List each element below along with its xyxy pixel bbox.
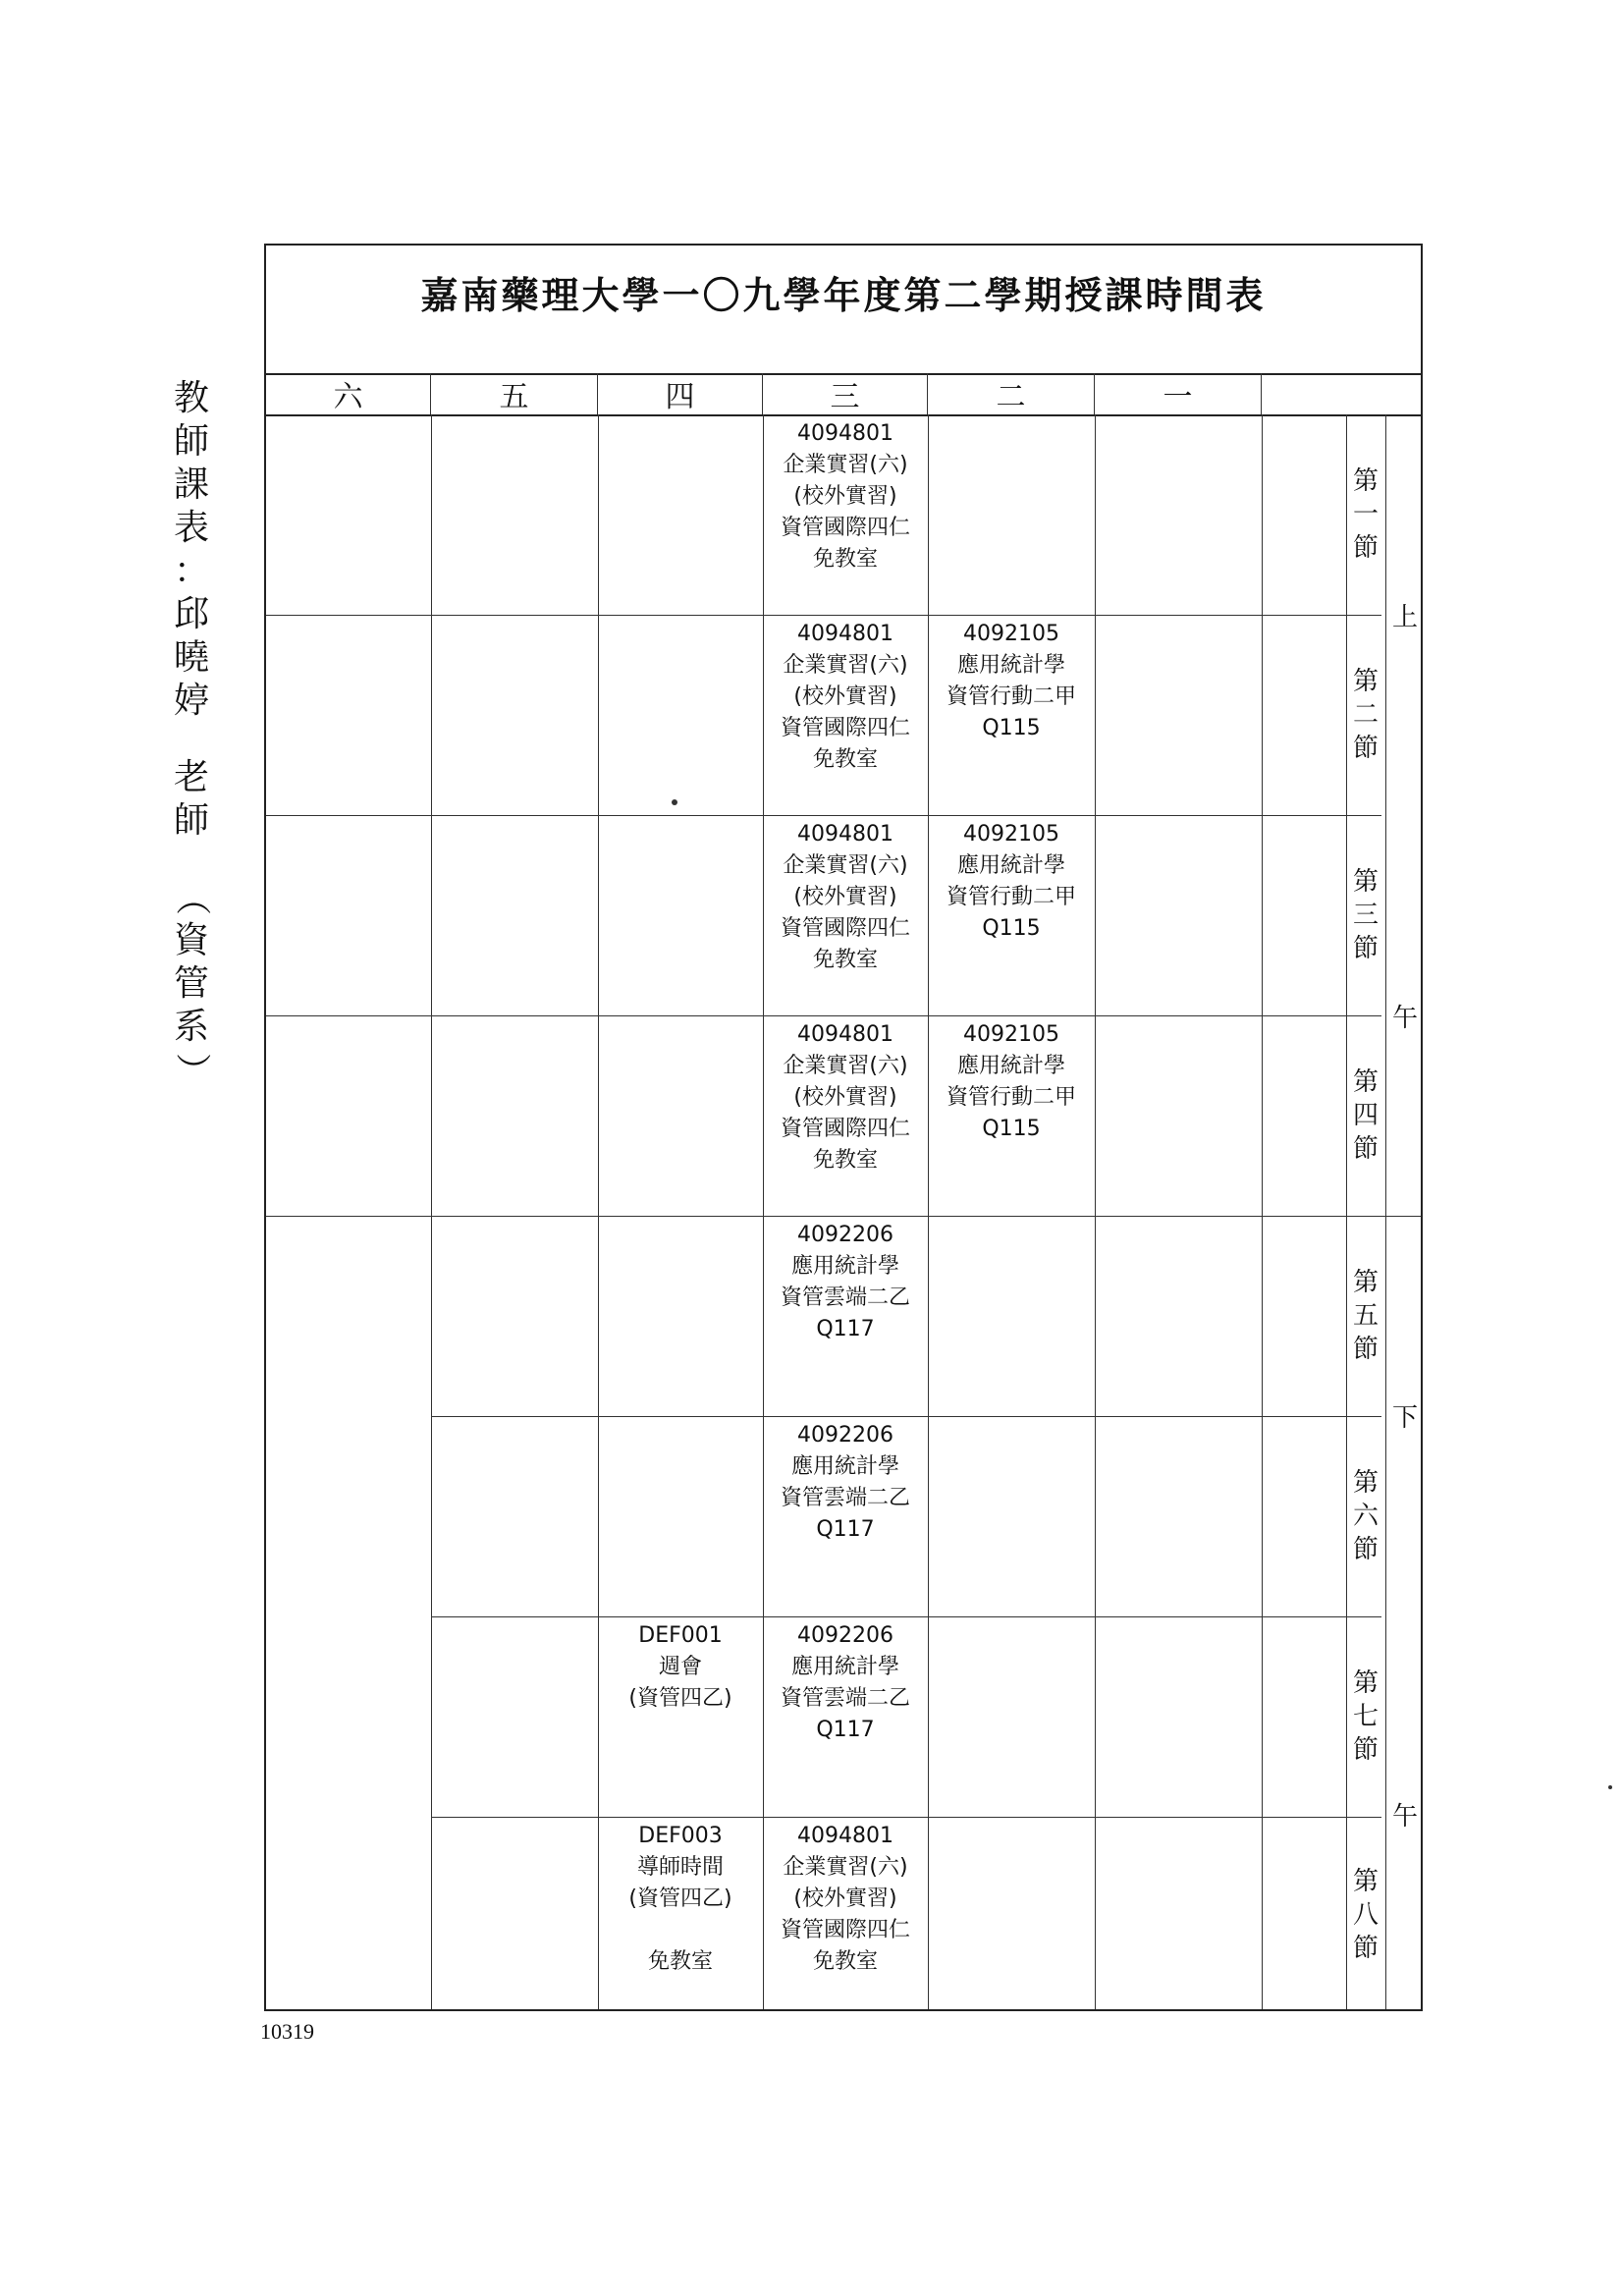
course-cell-wed-p4 bbox=[763, 1015, 928, 1216]
course-line: 企業實習(六) bbox=[783, 653, 908, 678]
course-line: 資管國際四仁 bbox=[780, 1117, 910, 1141]
side-label-char: ： bbox=[173, 551, 209, 591]
course-line: 4092105 bbox=[963, 822, 1059, 847]
course-line: 應用統計學 bbox=[790, 1254, 899, 1279]
side-label-char: 曉 bbox=[173, 637, 209, 678]
side-label-char: 邱 bbox=[173, 594, 209, 634]
course-line: 免教室 bbox=[647, 1949, 713, 1974]
course-line: 應用統計學 bbox=[790, 1655, 899, 1679]
period-label-1: 第 一 節 bbox=[1352, 466, 1379, 563]
course-line: (校外實習) bbox=[793, 684, 897, 709]
page-title: 嘉南藥理大學一〇九學年度第二學期授課時間表 bbox=[420, 273, 1267, 317]
course-line: 應用統計學 bbox=[790, 1454, 899, 1479]
course-line: 資管國際四仁 bbox=[780, 1918, 910, 1942]
course-line: (資管四乙) bbox=[628, 1686, 732, 1711]
side-label-char: 課 bbox=[173, 465, 209, 505]
period-label-3: 第 三 節 bbox=[1352, 867, 1379, 963]
course-line: (校外實習) bbox=[793, 484, 897, 509]
day-header-sat: 六 bbox=[266, 373, 431, 414]
course-cell-tue-p2 bbox=[928, 615, 1095, 815]
course-cell-wed-p8 bbox=[763, 1817, 928, 2013]
course-line: 4092206 bbox=[797, 1423, 893, 1448]
course-line: 4094801 bbox=[797, 822, 893, 847]
course-line: 企業實習(六) bbox=[783, 1855, 908, 1880]
course-line: (資管四乙) bbox=[628, 1886, 732, 1911]
course-cell-thu-p7 bbox=[598, 1616, 763, 1817]
day-header-wed: 三 bbox=[763, 373, 928, 414]
side-label-char: 師 bbox=[173, 421, 209, 462]
course-line: (校外實習) bbox=[793, 885, 897, 909]
day-header-thu: 四 bbox=[598, 373, 763, 414]
course-line: 資管國際四仁 bbox=[780, 916, 910, 941]
course-line: 應用統計學 bbox=[956, 653, 1065, 678]
course-line: 應用統計學 bbox=[956, 1054, 1065, 1078]
course-line: (校外實習) bbox=[793, 1886, 897, 1911]
course-line: 免教室 bbox=[812, 948, 878, 972]
document-code: 10319 bbox=[260, 2019, 314, 2044]
course-cell-thu-p8 bbox=[598, 1817, 763, 2013]
course-line: 導師時間 bbox=[636, 1855, 724, 1880]
course-line: 4092105 bbox=[963, 1022, 1059, 1047]
side-label-char: 師 bbox=[173, 800, 209, 841]
side-label-char: ） bbox=[171, 1052, 212, 1089]
course-line: 資管雲端二乙 bbox=[780, 1285, 910, 1310]
course-line: Q117 bbox=[816, 1317, 875, 1341]
period-label-4: 第 四 節 bbox=[1352, 1067, 1379, 1164]
timetable-frame bbox=[264, 244, 1423, 2011]
side-label-char: 資 bbox=[173, 920, 209, 960]
course-cell-tue-p3 bbox=[928, 815, 1095, 1015]
morning-label: 上 午 bbox=[1391, 602, 1418, 1033]
period-label-8: 第 八 節 bbox=[1352, 1867, 1379, 1963]
course-line: 資管行動二甲 bbox=[946, 1085, 1076, 1110]
course-line: Q115 bbox=[982, 716, 1041, 740]
period-label-2: 第 二 節 bbox=[1352, 667, 1379, 763]
course-line: 資管國際四仁 bbox=[780, 516, 910, 540]
scan-speck bbox=[672, 799, 677, 805]
course-line: 4094801 bbox=[797, 1022, 893, 1047]
course-line: 4094801 bbox=[797, 421, 893, 446]
side-label-char: 教 bbox=[173, 378, 209, 418]
course-line: 週會 bbox=[658, 1655, 702, 1679]
day-header-mon: 一 bbox=[1095, 373, 1262, 414]
side-label-char: （ bbox=[171, 879, 212, 916]
side-label-char: 婷 bbox=[173, 681, 209, 721]
course-line: 4094801 bbox=[797, 1824, 893, 1848]
course-line: 免教室 bbox=[812, 1148, 878, 1173]
course-line: 資管雲端二乙 bbox=[780, 1686, 910, 1711]
day-header-row bbox=[266, 373, 1421, 416]
afternoon-label: 下 午 bbox=[1391, 1402, 1418, 1831]
course-line: 資管國際四仁 bbox=[780, 716, 910, 740]
course-cell-wed-p2 bbox=[763, 615, 928, 815]
course-line: DEF001 bbox=[638, 1623, 723, 1648]
course-line: 企業實習(六) bbox=[783, 453, 908, 477]
period-label-7: 第 七 節 bbox=[1352, 1668, 1379, 1765]
course-cell-wed-p6 bbox=[763, 1416, 928, 1616]
course-line: DEF003 bbox=[638, 1824, 723, 1848]
course-line: Q117 bbox=[816, 1718, 875, 1742]
course-line: 免教室 bbox=[812, 1949, 878, 1974]
course-line: 4092206 bbox=[797, 1223, 893, 1247]
course-line: Q115 bbox=[982, 916, 1041, 941]
course-line: 4094801 bbox=[797, 622, 893, 646]
course-line: 應用統計學 bbox=[956, 853, 1065, 878]
course-cell-wed-p7 bbox=[763, 1616, 928, 1817]
course-line: 企業實習(六) bbox=[783, 1054, 908, 1078]
day-header-fri: 五 bbox=[431, 373, 598, 414]
course-line: 免教室 bbox=[812, 547, 878, 572]
period-label-5: 第 五 節 bbox=[1352, 1268, 1379, 1364]
course-cell-wed-p3 bbox=[763, 815, 928, 1015]
scan-speck bbox=[1608, 1785, 1612, 1789]
course-line: 資管行動二甲 bbox=[946, 684, 1076, 709]
course-line: 4092105 bbox=[963, 622, 1059, 646]
course-line: 資管雲端二乙 bbox=[780, 1486, 910, 1510]
teacher-side-label bbox=[167, 377, 216, 1092]
course-cell-tue-p4 bbox=[928, 1015, 1095, 1216]
side-label-char: 系 bbox=[173, 1007, 209, 1047]
period-label-6: 第 六 節 bbox=[1352, 1468, 1379, 1564]
course-line: 資管行動二甲 bbox=[946, 885, 1076, 909]
course-line: Q115 bbox=[982, 1117, 1041, 1141]
course-cell-wed-p1 bbox=[763, 414, 928, 615]
side-label-char: 老 bbox=[173, 757, 209, 797]
course-line: (校外實習) bbox=[793, 1085, 897, 1110]
day-header-blank bbox=[1262, 373, 1425, 414]
side-label-char: 管 bbox=[173, 963, 209, 1004]
course-line: 企業實習(六) bbox=[783, 853, 908, 878]
course-line: Q117 bbox=[816, 1517, 875, 1542]
course-cell-wed-p5 bbox=[763, 1216, 928, 1416]
day-header-tue: 二 bbox=[928, 373, 1095, 414]
side-label-char: 表 bbox=[173, 508, 209, 548]
course-line: 4092206 bbox=[797, 1623, 893, 1648]
course-line: 免教室 bbox=[812, 747, 878, 772]
